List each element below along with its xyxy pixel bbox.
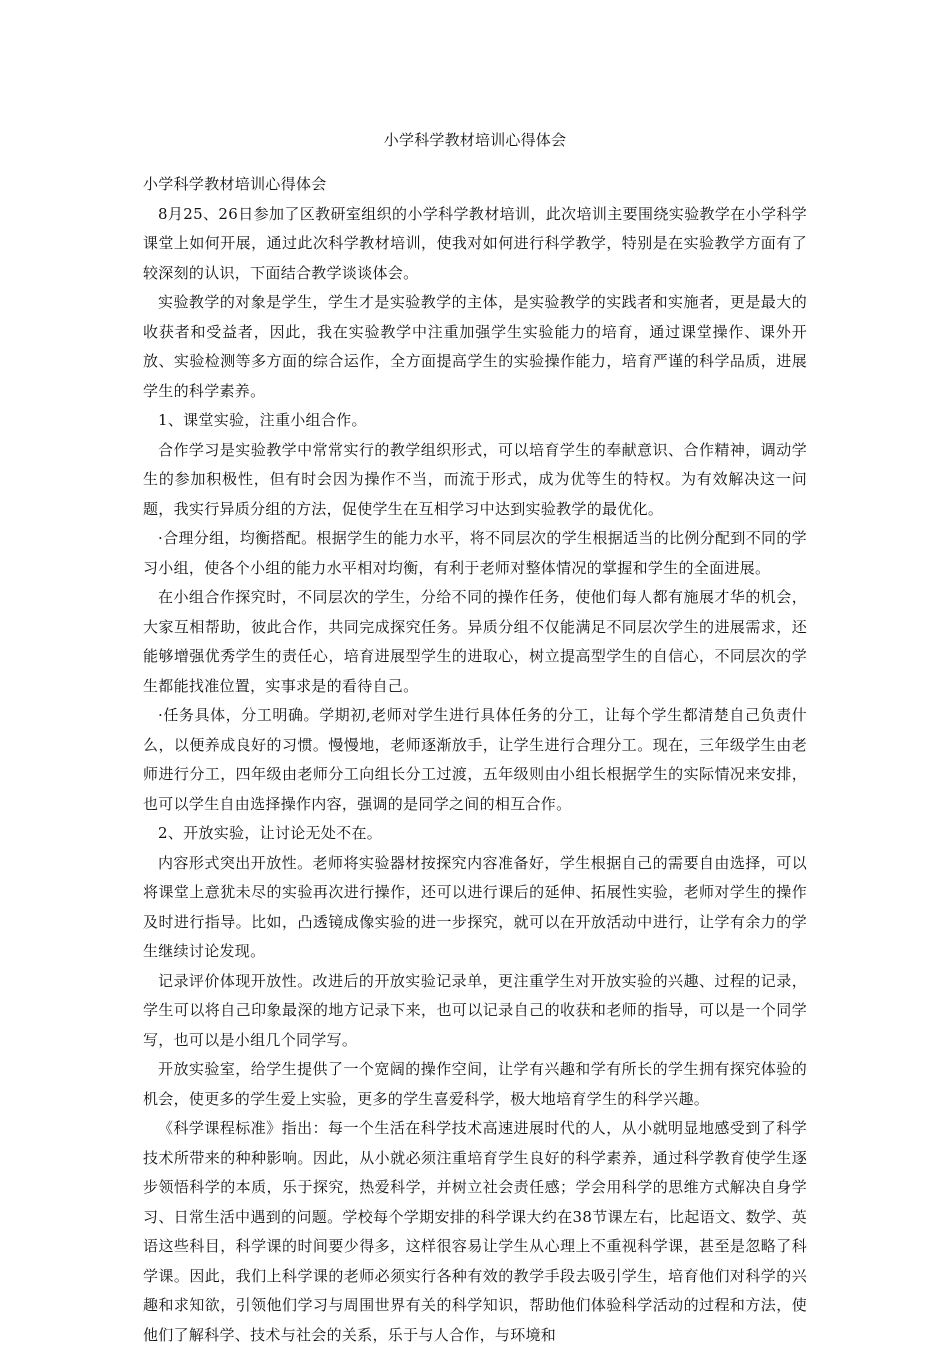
paragraph: 开放实验室，给学生提供了一个宽阔的操作空间，让学有兴趣和学有所长的学生拥有探究体验的机会，使更多的学生爱上实验，更多的学生喜爱科学，极大地培育学生的科学兴趣。: [143, 1060, 807, 1108]
paragraph: 内容形式突出开放性。老师将实验器材按探究内容准备好，学生根据自己的需要自由选择，可以将课堂上意犹未尽的实验再次进行操作，还可以进行课后的延伸、拓展性实验，老师对学生的操作及时进行指导。比如，凸透镜成像实验的进一步探究，就可以在开放活动中进行，让学有余力的学生继续讨论发现。: [143, 853, 807, 960]
document-title: 小学科学教材培训心得体会: [383, 131, 567, 149]
document-body: [143, 170, 807, 1350]
paragraph: 合作学习是实验教学中常常实行的教学组织形式，可以培育学生的奉献意识、合作精神，调动学生的参加积极性，但有时会因为操作不当，而流于形式，成为优等生的特权。为有效解决这一问题，我实行异质分组的方法，促使学生在互相学习中达到实验教学的最优化。: [143, 440, 807, 518]
section-heading: 2、开放实验，让讨论无处不在。: [158, 824, 383, 842]
bullet-paragraph: ·合理分组，均衡搭配。根据学生的能力水平，将不同层次的学生根据适当的比例分配到不同的学习小组，使各个小组的能力水平相对均衡，有利于老师对整体情况的掌握和学生的全面进展。: [143, 529, 807, 577]
bullet-paragraph: ·任务具体，分工明确。学期初,老师对学生进行具体任务的分工，让每个学生都清楚自己负责什么，以便养成良好的习惯。慢慢地，老师逐渐放手，让学生进行合理分工。现在，三年级学生由老师进行分工，四年级由老师分工向组长分工过渡，五年级则由小组长根据学生的实际情况来安排，也可以学生自由选择操作内容，强调的是同学之间的相互合作。: [143, 706, 807, 813]
paragraph: 8月25、26日参加了区教研室组织的小学科学教材培训，此次培训主要围绕实验教学在小学科学课堂上如何开展，通过此次科学教材培训，使我对如何进行科学教学，特别是在实验教学方面有了较深刻的认识，下面结合教学谈谈体会。: [143, 204, 807, 282]
document-subtitle: 小学科学教材培训心得体会: [143, 175, 327, 193]
paragraph: 在小组合作探究时，不同层次的学生，分给不同的操作任务，使他们每人都有施展才华的机会，大家互相帮助，彼此合作，共同完成探究任务。异质分组不仅能满足不同层次学生的进展需求，还能够增强优秀学生的责任心，培育进展型学生的进取心，树立提高型学生的自信心，不同层次的学生都能找准位置，实事求是的看待自己。: [143, 588, 807, 695]
paragraph: 记录评价体现开放性。改进后的开放实验记录单，更注重学生对开放实验的兴趣、过程的记录，学生可以将自己印象最深的地方记录下来，也可以记录自己的收获和老师的指导，可以是一个同学写，也可以是小组几个同学写。: [143, 971, 807, 1049]
paragraph: 实验教学的对象是学生，学生才是实验教学的主体，是实验教学的实践者和实施者，更是最大的收获者和受益者，因此，我在实验教学中注重加强学生实验能力的培育，通过课堂操作、课外开放、实验检测等多方面的综合运作，全方面提高学生的实验操作能力，培育严谨的科学品质，进展学生的科学素养。: [143, 293, 807, 400]
paragraph: 《科学课程标准》指出：每一个生活在科学技术高速进展时代的人，从小就明显地感受到了科学技术所带来的种种影响。因此，从小就必须注重培育学生良好的科学素养，通过科学教育使学生逐步领悟科学的本质，乐于探究，热爱科学，并树立社会责任感；学会用科学的思维方式解决自身学习、日常生活中遇到的问题。学校每个学期安排的科学课大约在38节课左右，比起语文、数学、英语这些科目，科学课的时间要少得多，这样很容易让学生从心理上不重视科学课，甚至是忽略了科学课。因此，我们上科学课的老师必须实行各种有效的教学手段去吸引学生，培育他们对科学的兴趣和求知欲，引领他们学习与周围世界有关的科学知识，帮助他们体验科学活动的过程和方法，使他们了解科学、技术与社会的关系，乐于与人合作，与环境和: [143, 1119, 807, 1344]
section-heading: 1、课堂实验，注重小组合作。: [158, 411, 367, 429]
